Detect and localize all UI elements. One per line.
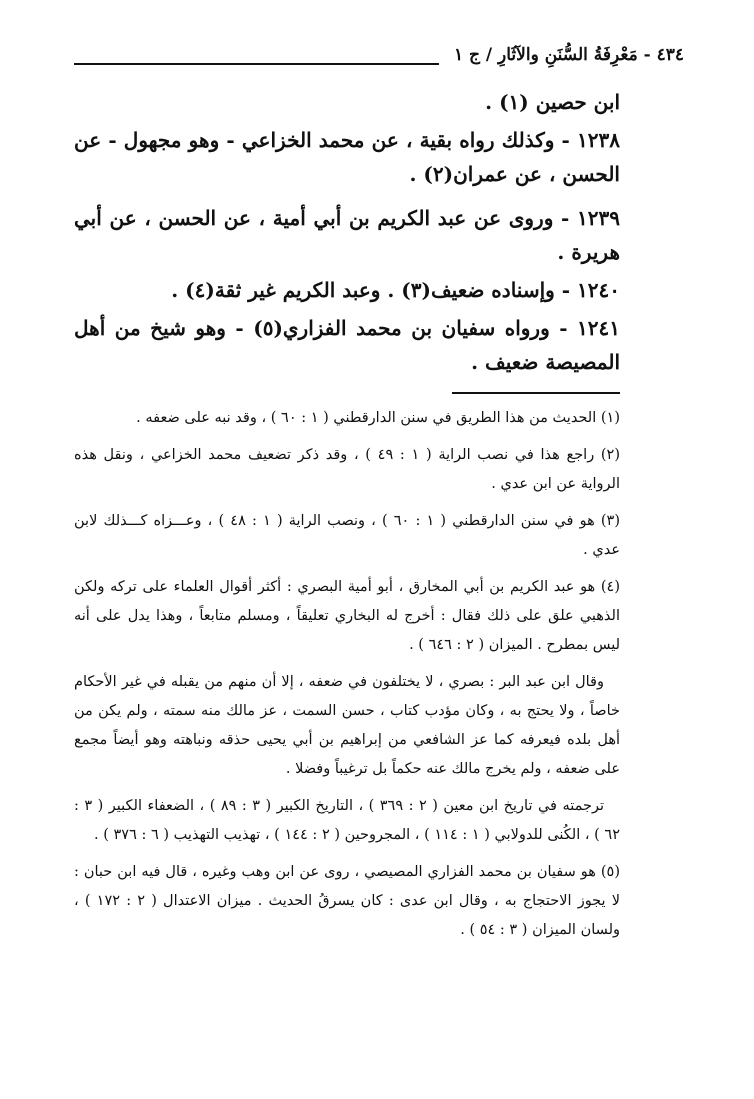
footnote-1: (١) الحديث من هذا الطريق في سنن الدارقطني ( ١ : ٦٠ ) ، وقد نبه على ضعفه . (136, 410, 620, 426)
page-header-title: ٤٣٤ - مَعْرِفَةُ السُّنَنِ والآثَارِ / ج ١ (453, 45, 684, 65)
hadith-1238: ١٢٣٨ - وكذلك رواه بقية ، عن محمد الخزاعي - وهو مجهول - عن الحسن ، عن عمران(٢) . (74, 128, 620, 186)
footnote-2: (٢) راجع هذا في نصب الراية ( ١ : ٤٩ ) ، وقد ذكر تضعيف محمد الخزاعي ، ونقل هذه الرواية عن ابن عدي . (74, 447, 621, 492)
footnote-4-references: ترجمته في تاريخ ابن معين ( ٢ : ٣٦٩ ) ، التاريخ الكبير ( ٣ : ٨٩ ) ، الضعفاء الكبير ( ٣ : ٦٢ ) ، الكُنى للدولابي ( ١ : ١١٤ ) ، المجروحين ( ٢ : ١٤٤ ) ، تهذيب التهذيب ( ٦ : ٣٧٦ ) . (74, 798, 620, 843)
footnote-4: (٤) هو عبد الكريم بن أبي المخارق ، أبو أمية البصري : أكثر أقوال العلماء على تركه ولكن الذهبي علق على ذلك فقال : أخرج له البخاري تعليقاً ، ومسلم متابعاً ، وهذا يدل على أنه ليس بمطرح . الميزان ( ٢ : ٦٤٦ ) . (74, 579, 620, 653)
footnote-4-continued: وقال ابن عبد البر : بصري ، لا يختلفون في ضعفه ، إلا أن منهم من يقبله في غير الأحكام خاصاً ، ولا يحتج به ، وكان مؤدب كتاب ، حسن السمت ، عز مالك منه سمته ، ولم يكن من أهل بلده فيعرفه كما عز الشافعي من إبراهيم بن أبي يحيى حذقه ونباهته وهو أيضاً مجمع على ضعفه ، ولم يخرج مالك عنه حكماً بل ترغيباً وفضلا . (74, 674, 620, 777)
hadith-1239: ١٢٣٩ - وروى عن عبد الكريم بن أبي أمية ، عن الحسن ، عن أبي هريرة . (74, 206, 620, 264)
footnotes (74, 404, 620, 953)
paragraph-continuation: ابن حصين (١) . (485, 90, 620, 114)
hadith-1241: ١٢٤١ - ورواه سفيان بن محمد الفزاري(٥) - وهو شيخ من أهل المصيصة ضعيف . (74, 316, 620, 374)
running-header (74, 45, 684, 75)
hadith-1240: ١٢٤٠ - وإسناده ضعيف(٣) . وعبد الكريم غير ثقة(٤) . (171, 278, 620, 302)
footnote-3: (٣) هو في سنن الدارقطني ( ١ : ٦٠ ) ، ونصب الراية ( ١ : ٤٨ ) ، وعـــزاه كـــذلك لابن عدي . (74, 513, 620, 558)
main-text (74, 85, 620, 389)
footnote-5: (٥) هو سفيان بن محمد الفزاري المصيصي ، روى عن ابن وهب وغيره ، قال فيه ابن حبان : لا يجوز الاحتجاج به ، وقال ابن عدى : كان يسرقُ الحديث . ميزان الاعتدال ( ٢ : ١٧٢ ) ، ولسان الميزان ( ٣ : ٥٤ ) . (74, 864, 621, 938)
header-rule (74, 63, 439, 65)
footnote-separator (452, 392, 620, 394)
